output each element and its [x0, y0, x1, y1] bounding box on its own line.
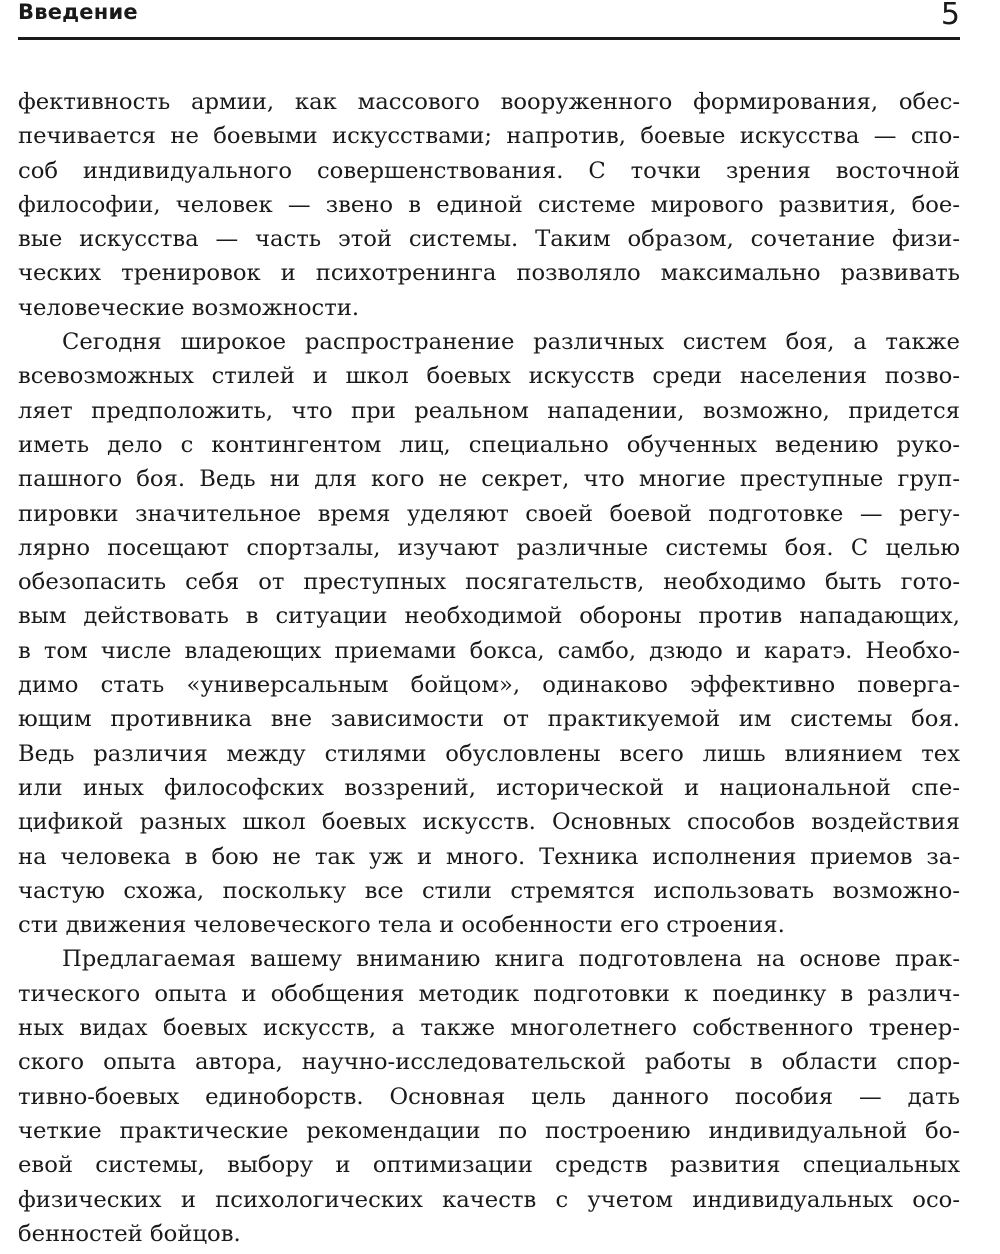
- text-line: философии, человек — звено в единой системе мирового развития, бое-: [18, 191, 960, 218]
- book-page: [18, 0, 960, 1254]
- body-text: [18, 85, 960, 1251]
- text-line: обезопасить себя от преступных посягательств, необходимо быть гото-: [18, 569, 960, 596]
- text-line: ляет предположить, что при реальном нападении, возможно, придется: [18, 397, 960, 424]
- text-line: частую схожа, поскольку все стили стремятся использовать возможно-: [18, 877, 960, 904]
- text-line: физических и психологических качеств с учетом индивидуальных осо-: [18, 1186, 960, 1213]
- page-number: 5: [940, 0, 960, 32]
- text-line: тического опыта и обобщения методик подготовки к поединку в различ-: [18, 980, 960, 1007]
- section-title: Введение: [18, 0, 138, 24]
- text-line: на человека в бою не так уж и много. Техника исполнения приемов за-: [18, 843, 960, 870]
- text-line: лярно посещают спортзалы, изучают различные системы боя. С целью: [18, 534, 960, 561]
- text-line: иметь дело с контингентом лиц, специально обученных ведению руко-: [18, 431, 960, 458]
- text-line: цификой разных школ боевых искусств. Основных способов воздействия: [18, 809, 960, 836]
- text-line: димо стать «универсальным бойцом», одинаково эффективно поверга-: [18, 672, 960, 699]
- text-line: ского опыта автора, научно-исследовательской работы в области спор-: [18, 1049, 960, 1076]
- text-line: ющим противника вне зависимости от практикуемой им системы боя.: [18, 706, 960, 733]
- text-line: соб индивидуального совершенствования. С точки зрения восточной: [18, 157, 960, 184]
- text-line: Сегодня широкое распространение различных систем боя, а также: [62, 329, 960, 356]
- paragraph: [18, 942, 960, 1251]
- text-line: печивается не боевыми искусствами; напротив, боевые искусства — спо-: [18, 123, 960, 150]
- text-line: ных видах боевых искусств, а также многолетнего собственного тренер-: [18, 1015, 960, 1042]
- text-line: фективность армии, как массового вооруженного формирования, обес-: [18, 89, 960, 115]
- paragraph: [18, 325, 960, 942]
- text-line: четкие практические рекомендации по построению индивидуальной бо-: [18, 1117, 960, 1144]
- paragraph: [18, 85, 960, 325]
- text-line: всевозможных стилей и школ боевых искусств среди населения позво-: [18, 363, 960, 390]
- text-line: человеческие возможности.: [18, 294, 360, 321]
- text-line: Предлагаемая вашему вниманию книга подготовлена на основе прак-: [62, 946, 960, 973]
- text-line: сти движения человеческого тела и особенности его строения.: [18, 912, 785, 939]
- text-line: тивно-боевых единоборств. Основная цель данного пособия — дать: [18, 1083, 960, 1110]
- running-header: [18, 0, 960, 40]
- text-line: в том числе владеющих приемами бокса, самбо, дзюдо и каратэ. Необхо-: [18, 637, 960, 664]
- text-line: Ведь различия между стилями обусловлены всего лишь влиянием тех: [18, 740, 960, 767]
- text-line: пашного боя. Ведь ни для кого не секрет, что многие преступные груп-: [18, 466, 960, 493]
- text-line: бенностей бойцов.: [18, 1220, 241, 1247]
- text-line: ческих тренировок и психотренинга позволяло максимально развивать: [18, 260, 960, 287]
- text-line: пировки значительное время уделяют своей боевой подготовке — регу-: [18, 500, 960, 527]
- text-line: или иных философских воззрений, исторической и национальной спе-: [18, 774, 960, 801]
- text-line: вым действовать в ситуации необходимой обороны против нападающих,: [18, 603, 960, 630]
- text-line: вые искусства — часть этой системы. Таким образом, сочетание физи-: [18, 226, 960, 253]
- text-line: евой системы, выбору и оптимизации средств развития специальных: [18, 1152, 960, 1179]
